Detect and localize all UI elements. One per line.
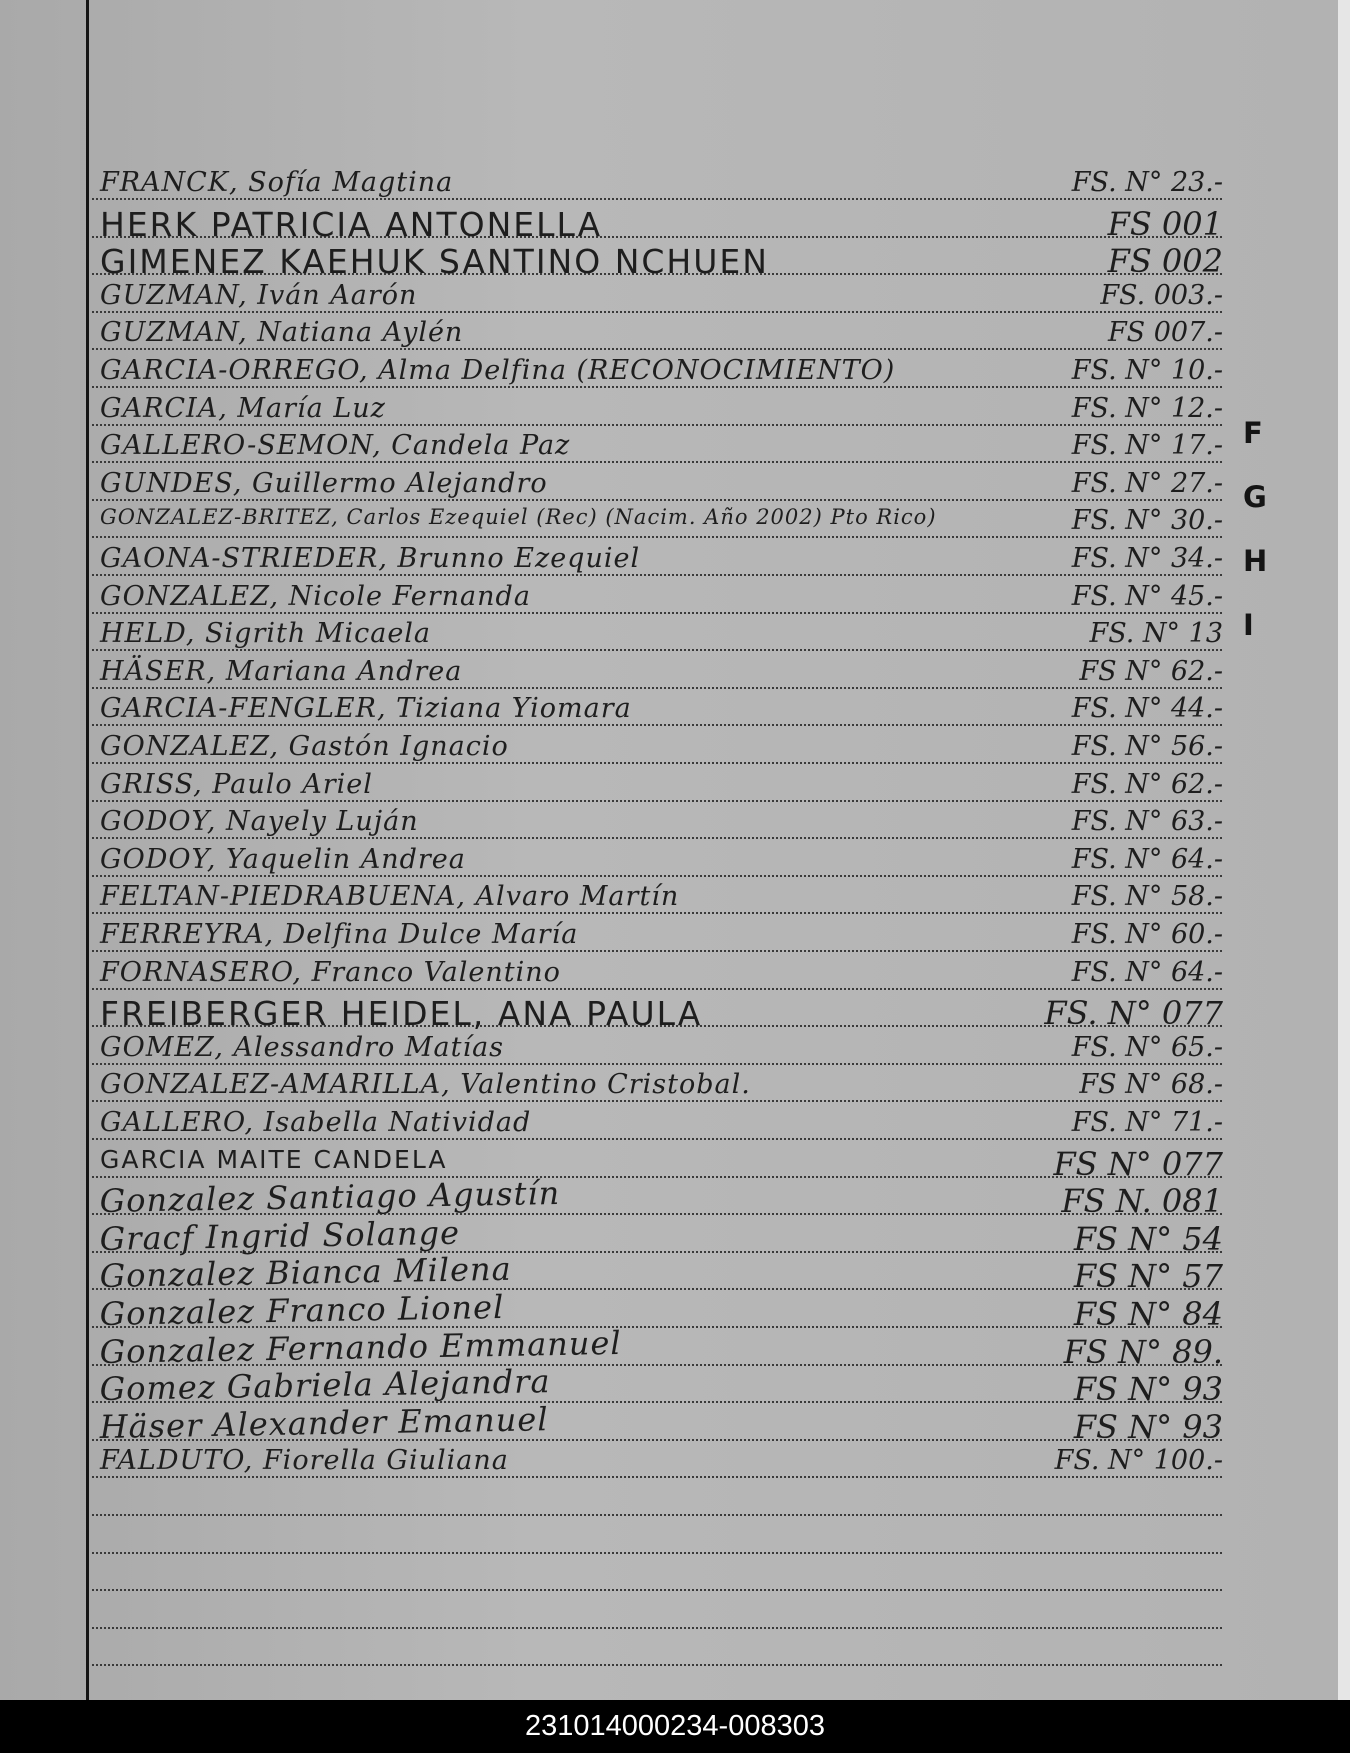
entry-folio: FS N° 93 bbox=[1073, 1408, 1223, 1446]
entry-folio: FS N° 077 bbox=[1053, 1145, 1223, 1183]
entry-folio: FS 001 bbox=[1107, 205, 1223, 243]
ruled-line bbox=[92, 348, 1222, 350]
ruled-line bbox=[92, 1514, 1222, 1516]
entry-folio: FS. N° 23.- bbox=[1071, 167, 1223, 198]
entry-name: HELD, Sigrith Micaela bbox=[100, 618, 432, 649]
entry-name: GUNDES, Guillermo Alejandro bbox=[100, 468, 548, 499]
entry-name: GALLERO, Isabella Natividad bbox=[100, 1107, 532, 1138]
entry-name: GOMEZ, Alessandro Matías bbox=[100, 1032, 505, 1063]
entry-name: GONZALEZ, Nicole Fernanda bbox=[100, 581, 531, 612]
ruled-line bbox=[92, 424, 1222, 426]
ruled-line bbox=[92, 912, 1222, 914]
entry-folio: FS. N° 077 bbox=[1044, 994, 1223, 1032]
entry-folio: FS. N° 27.- bbox=[1071, 468, 1223, 499]
entry-name: HÄSER, Mariana Andrea bbox=[100, 656, 463, 687]
entry-folio: FS N° 57 bbox=[1073, 1257, 1223, 1295]
entry-name: GUZMAN, Iván Aarón bbox=[100, 280, 418, 311]
ruled-line bbox=[92, 499, 1222, 501]
entry-folio: FS. N° 65.- bbox=[1071, 1032, 1223, 1063]
entry-folio: FS. N° 17.- bbox=[1071, 430, 1223, 461]
entry-folio: FS. N° 100.- bbox=[1054, 1445, 1223, 1476]
entry-name: Gracf Ingrid Solange bbox=[99, 1213, 461, 1258]
entry-name: FELTAN-PIEDRABUENA, Alvaro Martín bbox=[100, 881, 680, 912]
entry-folio: FS N° 68.- bbox=[1079, 1069, 1223, 1100]
ruled-line bbox=[92, 1100, 1222, 1102]
entry-name: GODOY, Nayely Luján bbox=[100, 806, 419, 837]
entry-folio: FS. N° 10.- bbox=[1071, 355, 1223, 386]
entry-name: GRISS, Paulo Ariel bbox=[100, 769, 373, 800]
entry-folio: FS N° 89. bbox=[1063, 1333, 1223, 1371]
ruled-line bbox=[92, 724, 1222, 726]
entry-name: GARCIA-FENGLER, Tiziana Yiomara bbox=[100, 693, 632, 724]
ruled-line bbox=[92, 461, 1222, 463]
entry-folio: FS N° 93 bbox=[1073, 1370, 1223, 1408]
entry-name: GIMENEZ KAEHUK SANTINO NCHUEN bbox=[100, 242, 769, 281]
entry-folio: FS 002 bbox=[1107, 242, 1223, 280]
ruled-line bbox=[92, 800, 1222, 802]
entry-name: FALDUTO, Fiorella Giuliana bbox=[100, 1445, 509, 1476]
entry-name: GONZALEZ-AMARILLA, Valentino Cristobal. bbox=[100, 1069, 751, 1100]
entry-name: Gomez Gabriela Alejandra bbox=[99, 1362, 551, 1408]
entry-name: FERREYRA, Delfina Dulce María bbox=[100, 919, 579, 950]
entry-folio: FS. N° 30.- bbox=[1071, 505, 1223, 536]
entry-name: FORNASERO, Franco Valentino bbox=[100, 957, 561, 988]
ruled-line bbox=[92, 1552, 1222, 1554]
margin-line bbox=[86, 0, 89, 1700]
ruled-line bbox=[92, 1476, 1222, 1478]
ruled-line bbox=[92, 649, 1222, 651]
entry-folio: FS 007.- bbox=[1107, 317, 1223, 348]
entry-folio: FS N. 081 bbox=[1061, 1182, 1223, 1220]
ruled-line bbox=[92, 988, 1222, 990]
ruled-line bbox=[92, 1664, 1222, 1666]
ruled-line bbox=[92, 386, 1222, 388]
ruled-line bbox=[92, 762, 1222, 764]
entry-name: GARCIA MAITE CANDELA bbox=[100, 1145, 448, 1174]
entry-name: Gonzalez Santiago Agustín bbox=[99, 1173, 561, 1220]
entry-folio: FS. N° 44.- bbox=[1071, 693, 1223, 724]
entry-folio: FS. N° 64.- bbox=[1071, 957, 1223, 988]
entry-name: HERK PATRICIA ANTONELLA bbox=[100, 205, 603, 244]
entry-name: GAONA-STRIEDER, Brunno Ezequiel bbox=[100, 543, 641, 574]
ruled-line bbox=[92, 612, 1222, 614]
entry-name: GARCIA, María Luz bbox=[100, 393, 386, 424]
entry-name: Gonzalez Bianca Milena bbox=[99, 1249, 512, 1295]
entry-folio: FS. N° 45.- bbox=[1071, 581, 1223, 612]
page-edge bbox=[1338, 0, 1350, 1700]
entry-folio: FS N° 84 bbox=[1073, 1295, 1223, 1333]
ruled-line bbox=[92, 311, 1222, 313]
ruled-line bbox=[92, 875, 1222, 877]
entry-folio: FS. N° 13 bbox=[1089, 618, 1223, 649]
entry-name: GALLERO-SEMON, Candela Paz bbox=[100, 430, 571, 461]
entry-name: FRANCK, Sofía Magtina bbox=[100, 167, 454, 198]
index-letter-h: H bbox=[1243, 544, 1268, 578]
entry-folio: FS. N° 12.- bbox=[1071, 393, 1223, 424]
entry-name: GONZALEZ-BRITEZ, Carlos Ezequiel (Rec) (Nacim. Año 2002) Pto Rico) bbox=[100, 505, 937, 529]
entry-name: Gonzalez Franco Lionel bbox=[99, 1287, 505, 1333]
ruled-line bbox=[92, 1063, 1222, 1065]
document-id: 231014000234-008303 bbox=[525, 1710, 825, 1742]
index-letter-f: F bbox=[1243, 416, 1263, 450]
entry-name: GARCIA-ORREGO, Alma Delfina (RECONOCIMIENTO) bbox=[100, 355, 896, 386]
entry-name: Gonzalez Fernando Emmanuel bbox=[99, 1323, 622, 1371]
entry-folio: FS. N° 58.- bbox=[1071, 881, 1223, 912]
entry-name: GONZALEZ, Gastón Ignacio bbox=[100, 731, 509, 762]
entry-folio: FS. N° 60.- bbox=[1071, 919, 1223, 950]
entry-folio: FS N° 62.- bbox=[1079, 656, 1223, 687]
entry-folio: FS. N° 34.- bbox=[1071, 543, 1223, 574]
entry-folio: FS N° 54 bbox=[1073, 1220, 1223, 1258]
ruled-line bbox=[92, 950, 1222, 952]
entry-name: Häser Alexander Emanuel bbox=[99, 1400, 549, 1446]
entry-folio: FS. N° 63.- bbox=[1071, 806, 1223, 837]
entry-folio: FS. N° 64.- bbox=[1071, 844, 1223, 875]
ruled-line bbox=[92, 837, 1222, 839]
index-letter-i: I bbox=[1243, 608, 1254, 642]
entry-name: FREIBERGER HEIDEL, ANA PAULA bbox=[100, 994, 703, 1033]
ruled-line bbox=[92, 1138, 1222, 1140]
ruled-line bbox=[92, 198, 1222, 200]
entry-name: GUZMAN, Natiana Aylén bbox=[100, 317, 464, 348]
ruled-line bbox=[92, 687, 1222, 689]
ruled-line bbox=[92, 1589, 1222, 1591]
entry-folio: FS. N° 56.- bbox=[1071, 731, 1223, 762]
entry-folio: FS. N° 71.- bbox=[1071, 1107, 1223, 1138]
entry-name: GODOY, Yaquelin Andrea bbox=[100, 844, 466, 875]
entry-folio: FS. 003.- bbox=[1100, 280, 1223, 311]
index-letter-g: G bbox=[1243, 480, 1267, 514]
entry-folio: FS. N° 62.- bbox=[1071, 769, 1223, 800]
ruled-line bbox=[92, 1627, 1222, 1629]
ruled-line bbox=[92, 574, 1222, 576]
ruled-line bbox=[92, 536, 1222, 538]
